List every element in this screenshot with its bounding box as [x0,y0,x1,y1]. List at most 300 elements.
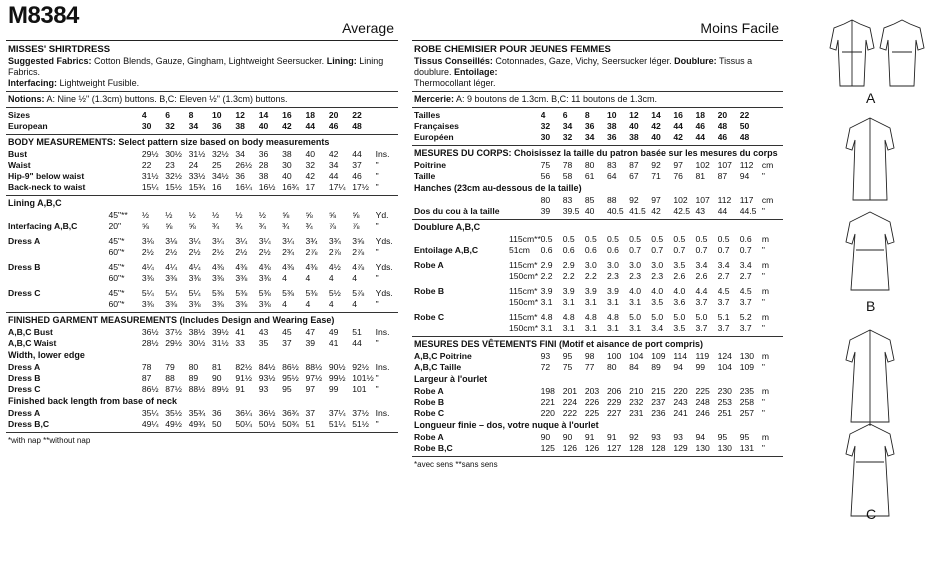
table-cell: 2.7 [739,271,752,281]
table-cell: 109 [651,351,666,361]
table-cell: 3.9 [584,286,597,296]
table-cell: 6 [165,110,171,120]
table-cell [108,419,141,430]
table-cell: 4⅜ [305,262,318,272]
row-label: Poitrine [414,160,446,170]
table-cell: 4 [540,110,546,120]
table-cell: 46 [328,121,339,131]
row-label: Robe A [414,432,444,442]
table-cell: 90 [562,432,573,442]
table-cell: 17½ [352,182,369,192]
notions-line: Notions: A: Nine ½" (1.3cm) buttons. B,C: Eleven ½" (1.3cm) buttons. [8,94,288,104]
table-cell: 40.5 [606,206,624,216]
row-label [6,299,108,310]
table-cell: 235 [739,386,755,396]
table-row [6,234,398,247]
table-cell [762,121,783,132]
table-cell: 2.3 [651,271,664,281]
table-cell: 257 [739,408,755,418]
table-cell: " [375,221,379,231]
table-cell: 49 [328,327,339,337]
table-cell: 37¼ [328,408,346,418]
table-cell: 44 [352,338,362,348]
table-cell: 112 [717,195,732,205]
table-cell: 34 [562,121,573,131]
table-row [412,297,783,310]
table-cell: 0.5 [540,234,553,244]
table-cell: 24 [188,160,199,170]
body-measurements-table [6,149,398,193]
table-cell: 51 [352,327,362,337]
table-cell: " [375,160,379,170]
table-cell: 3.1 [584,323,597,333]
table-cell: ½ [165,210,173,220]
table-cell: 35½ [165,408,182,418]
table-cell: 22 [739,110,750,120]
table-cell: 104 [629,351,644,361]
table-cell: 4.4 [695,286,708,296]
table-cell: 23 [165,160,175,170]
table-cell: 48 [739,132,750,142]
table-cell: ⅝ [305,210,313,220]
table-cell: 229 [606,397,622,407]
table-cell: " [375,384,379,394]
table-cell: 39.5 [562,206,580,216]
table-cell: 28½ [141,338,159,348]
table-cell: 91 [235,384,245,394]
table-cell: 215 [651,386,666,396]
table-cell: 36 [606,132,617,142]
table-cell: 94 [673,362,683,372]
table-cell: 44 [352,149,362,159]
table-cell: 35 [258,338,269,348]
table-cell: 80 [606,362,617,372]
width-table-fr [412,386,783,419]
table-cell: 251 [717,408,732,418]
table-cell: 5⅜ [305,288,318,298]
table-row [412,258,783,271]
sketch-label-b: B [866,298,876,314]
table-cell: 3.4 [717,260,730,270]
table-cell: 115cm* [508,260,538,270]
table-cell [108,362,141,373]
table-cell: ½ [188,210,196,220]
row-label: Dress C [8,384,41,394]
table-cell: 50 [211,419,222,429]
table-cell: 4.0 [651,286,664,296]
table-cell [509,206,541,217]
table-cell: 36 [211,121,222,131]
table-cell: " [375,247,379,257]
table-row [412,271,783,284]
table-cell: 2.2 [540,271,553,281]
table-cell: Ins. [375,327,390,337]
table-cell: 4.8 [562,312,575,322]
table-cell: 3.5 [673,323,686,333]
row-label: Françaises [414,121,459,131]
table-row [412,386,783,397]
table-cell: 4 [282,273,287,283]
table-cell: 124 [717,351,732,361]
table-cell: 84½ [258,362,276,372]
table-cell: 26½ [235,160,253,170]
table-cell: 0.7 [651,245,664,255]
table-cell: 16 [673,110,683,120]
table-cell: 3⅜ [141,273,154,283]
table-row [412,245,783,258]
table-cell: " [375,338,379,348]
table-cell [509,110,541,121]
table-cell: 42.5 [673,206,691,216]
table-cell: 50¾ [282,419,299,429]
table-cell [108,160,141,171]
table-cell: 130 [717,443,732,453]
table-cell: 97½ [305,373,323,383]
table-cell: 37½ [352,408,369,418]
table-cell [509,432,541,443]
table-cell: 88 [165,373,175,383]
table-cell: 45"* [108,262,125,272]
table-cell: 34 [328,160,339,170]
table-cell: 4.8 [584,312,597,322]
table-cell: 4⅜ [211,262,224,272]
row-label: Tailles [414,110,441,120]
table-cell: 90 [540,432,551,442]
table-cell: 38 [606,121,617,131]
table-cell: 3.0 [606,260,619,270]
table-cell: 15¾ [188,182,206,192]
table-cell: 40 [258,121,269,131]
table-cell: 201 [562,386,578,396]
table-cell: 30 [540,132,551,142]
table-cell: 94 [695,432,705,442]
table-cell: 114 [673,351,688,361]
table-cell [509,397,541,408]
table-cell: 220 [673,386,688,396]
table-cell: 3.7 [717,297,730,307]
row-label [6,247,108,260]
footnote-fr: *avec sens **sans sens [414,460,498,469]
french-panel [412,0,783,470]
table-cell: 51cm [508,245,530,255]
table-cell: 4 [305,299,311,309]
table-cell: 99 [695,362,705,372]
table-cell: 5.0 [629,312,642,322]
table-cell: " [761,323,765,333]
table-cell: 14 [651,110,661,120]
table-cell: 41 [235,327,245,337]
table-cell: 42 [305,171,316,181]
table-cell: " [375,299,379,309]
row-label: European [8,121,48,131]
table-cell: 246 [695,408,710,418]
table-cell: Yds. [375,288,393,298]
table-cell: 128 [651,443,666,453]
table-cell [762,110,783,121]
table-cell: 4 [352,299,358,309]
table-cell: ⅝ [352,210,360,220]
table-cell: 37 [282,338,292,348]
table-cell: 236 [651,408,666,418]
table-cell: 0.6 [606,245,619,255]
table-cell: 60"* [108,299,125,309]
table-row [412,110,783,121]
table-cell: 3.1 [584,297,597,307]
pattern-code: M8384 [8,2,79,29]
table-cell: 85 [584,195,595,205]
body-measurements-table-fr-2 [412,195,783,217]
table-row [412,195,783,206]
table-cell: 48 [717,121,728,131]
table-cell: 0.5 [584,234,597,244]
table-cell: 2.6 [695,271,708,281]
dress-c-front-sketch [846,330,894,426]
table-cell: 91 [606,432,617,442]
table-cell: 95 [562,351,573,361]
pattern-title: MISSES' SHIRTDRESS [8,44,111,55]
table-cell: 3⅜ [188,299,201,309]
row-label: Robe B [414,286,445,296]
table-cell: 4 [328,299,334,309]
table-row [412,408,783,419]
table-row [6,419,398,430]
table-cell: 107 [695,195,710,205]
sizes-table-fr [412,110,783,143]
table-cell: 210 [629,386,644,396]
table-cell: 72 [540,362,551,372]
table-cell: 35¾ [188,408,206,418]
table-cell: 0.5 [562,234,575,244]
table-cell: Yd. [375,210,389,220]
table-cell: 45"* [108,236,125,246]
table-cell: 32 [165,121,175,131]
table-cell: 4⅜ [282,262,295,272]
table-cell: 2⅞ [328,247,341,257]
table-cell: 39½ [211,327,229,337]
table-cell: 39 [540,206,551,216]
row-label: Robe B,C [414,443,453,453]
row-label: Robe C [414,312,445,322]
row-label: Waist [8,160,31,170]
table-cell: 93 [651,432,661,442]
table-cell: 32 [540,121,551,131]
table-cell: 3¾ [305,236,318,246]
table-cell: 32 [305,160,316,170]
row-label: Back-neck to waist [8,182,86,192]
table-cell [509,386,541,397]
table-cell: 129 [673,443,688,453]
table-cell: 3.4 [739,260,752,270]
table-cell [509,132,541,143]
interfacing-line: Interfacing: Lightweight Fusible. [8,78,140,88]
table-cell [108,408,141,419]
table-cell: cm [761,195,774,205]
table-cell: 5⅜ [235,288,248,298]
table-cell: 37 [305,408,316,418]
table-cell: 40 [584,206,595,216]
row-label: Robe A [414,260,444,270]
table-cell: 3⅜ [165,273,178,283]
table-cell: 95½ [282,373,299,383]
table-cell: 2½ [211,247,224,257]
table-cell: 31½ [188,149,206,159]
table-cell: 102 [695,160,710,170]
table-cell: 95 [739,432,750,442]
table-cell: 29½ [165,338,182,348]
table-cell: 0.5 [673,234,686,244]
table-cell [509,408,541,419]
dress-b-front-sketch [846,118,894,200]
table-row [6,286,398,299]
table-cell: 37½ [165,327,182,337]
table-cell [509,171,541,182]
table-cell: 35¼ [141,408,159,418]
row-label: Dress A [8,236,41,246]
table-cell: 101½ [352,373,374,383]
table-row [412,121,783,132]
table-cell: 34 [188,121,199,131]
table-cell: 61 [584,171,595,181]
table-cell: 3.1 [606,323,619,333]
table-cell: 115cm** [508,234,541,244]
table-cell: 20" [108,221,122,231]
table-cell: 243 [673,397,688,407]
row-label: Dress B [8,373,41,383]
dress-a-back-sketch [880,20,924,86]
table-cell: 15½ [165,182,182,192]
hip-heading-fr: Hanches (23cm au-dessous de la taille) [414,183,582,193]
table-cell: 220 [540,408,555,418]
table-cell: 225 [695,386,710,396]
table-cell: 18 [695,110,705,120]
table-cell: " [761,206,765,216]
table-cell: 38 [629,132,639,142]
table-cell: 3⅛ [141,236,154,246]
table-cell: 2½ [188,247,201,257]
table-cell: 51¼ [328,419,346,429]
table-cell: " [761,171,765,181]
table-cell: 16¾ [282,182,299,192]
table-cell: 248 [695,397,710,407]
table-cell: 232 [629,397,644,407]
table-cell: ⅝ [282,210,290,220]
table-cell: 80 [584,160,595,170]
table-cell: 76 [673,171,683,181]
table-cell: cm [761,160,774,170]
table-cell: 20 [328,110,339,120]
table-cell: ¾ [235,221,243,231]
table-cell: 4¼ [165,262,178,272]
dress-b-back-sketch [846,212,894,290]
width-table [6,362,398,395]
table-cell: 2.3 [629,271,642,281]
table-cell: ½ [141,210,150,220]
table-cell: 80 [540,195,551,205]
table-cell: 87 [141,373,152,383]
difficulty-label-fr: Moins Facile [700,20,779,36]
table-row [412,234,783,245]
table-cell: 83 [562,195,573,205]
table-cell: m [761,432,769,442]
row-label [6,273,108,286]
table-cell [108,338,141,349]
table-cell: 3¼ [235,236,248,246]
table-cell: 81 [211,362,222,372]
table-row [412,132,783,143]
table-cell: 43 [258,327,269,337]
table-cell: 45"* [108,288,125,298]
table-cell: m [761,260,769,270]
yardage-table [6,210,398,310]
table-cell: 0.7 [739,245,752,255]
table-row [6,338,398,349]
table-cell: 2½ [141,247,154,257]
table-cell: 5⅜ [258,288,271,298]
table-cell [509,351,541,362]
table-cell: 3.9 [606,286,619,296]
table-cell: 3.7 [739,323,752,333]
difficulty-label: Average [342,20,394,36]
table-cell: 60"* [108,247,125,257]
table-cell: Ins. [375,362,390,372]
table-cell [762,132,783,143]
table-cell: 42 [651,121,661,131]
table-cell: 2.6 [673,271,686,281]
table-cell: 3.0 [584,260,597,270]
table-cell: ¾ [211,221,220,231]
table-row [412,397,783,408]
dress-sketch-illustrations [820,10,932,570]
table-cell: 4½ [328,262,341,272]
table-cell: 3⅜ [165,299,178,309]
table-cell: 88½ [188,384,206,394]
table-cell: 3.7 [695,297,708,307]
table-cell: 4.5 [739,286,752,296]
english-header [6,0,398,41]
row-label: A,B,C Waist [8,338,57,348]
table-cell: 80 [188,362,199,372]
table-row [6,299,398,310]
table-cell: 32½ [211,149,229,159]
table-cell: " [761,271,765,281]
table-cell: 3.4 [695,260,708,270]
table-cell: 206 [606,386,622,396]
table-row [412,171,783,182]
table-cell: ½ [235,210,243,220]
table-cell: 130 [739,351,755,361]
english-panel [6,0,398,446]
table-cell: 10 [211,110,222,120]
table-cell: 5.0 [651,312,664,322]
table-cell: 30½ [165,149,182,159]
row-label: Européen [414,132,454,142]
table-cell: 102 [673,195,688,205]
table-cell: 50¼ [235,419,253,429]
table-cell: 78 [562,160,573,170]
table-cell: 0.5 [717,234,730,244]
table-cell: 17¼ [328,182,346,192]
table-row [412,160,783,171]
table-cell: 3⅜ [211,273,224,283]
table-cell: 231 [629,408,644,418]
table-cell [108,384,141,395]
table-cell: 2.7 [717,271,730,281]
table-cell: 28 [258,160,269,170]
table-cell: 32½ [165,171,182,181]
table-row [412,432,783,443]
table-cell: 2¾ [282,247,295,257]
table-cell: 41 [328,338,339,348]
